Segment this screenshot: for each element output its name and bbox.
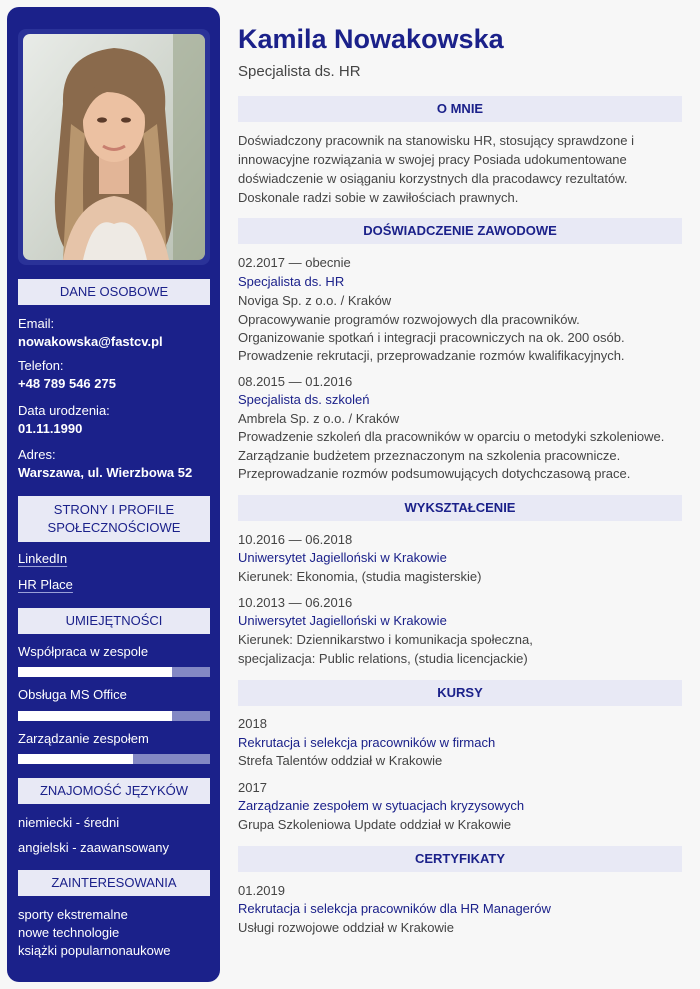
- experience-company: Noviga Sp. z o.o. / Kraków: [238, 293, 392, 308]
- experience-heading: DOŚWIADCZENIE ZAWODOWE: [238, 218, 682, 244]
- about-line: doświadczenie w osiąganiu korzystnych dla pracodawcy rezultatów.: [238, 171, 628, 186]
- profile-photo: [23, 34, 205, 260]
- certificate-org: Usługi rozwojowe oddział w Krakowie: [238, 920, 455, 935]
- about-line: Doskonale radzi sobie w zawiłościach prawnych.: [238, 190, 519, 205]
- skill-bar-fill: [18, 711, 172, 721]
- dob-label: Data urodzenia:: [18, 403, 110, 418]
- education-school: Uniwersytet Jagielloński w Krakowie: [238, 550, 447, 565]
- photo-frame: [18, 29, 210, 265]
- education-dates: 10.2016 — 06.2018: [238, 532, 353, 547]
- skill-label: Obsługa MS Office: [18, 687, 127, 702]
- sidebar: [7, 7, 220, 982]
- phone-value: +48 789 546 275: [18, 376, 116, 391]
- experience-role: Specjalista ds. szkoleń: [238, 392, 370, 407]
- skill-label: Współpraca w zespole: [18, 644, 149, 659]
- experience-line: Prowadzenie szkoleń dla pracowników w oparciu o metodyki szkoleniowe.: [238, 429, 665, 444]
- skill-bar-fill: [18, 754, 133, 764]
- experience-line: Prowadzenie rekrutacji, przeprowadzanie rozmów kwalifikacyjnych.: [238, 348, 625, 363]
- education-school: Uniwersytet Jagielloński w Krakowie: [238, 613, 447, 628]
- experience-role: Specjalista ds. HR: [238, 274, 345, 289]
- person-title: Specjalista ds. HR: [238, 63, 361, 80]
- course-year: 2018: [238, 716, 267, 731]
- linkedin-link[interactable]: LinkedIn: [18, 551, 68, 566]
- social-heading-line1: STRONY I PROFILE: [53, 502, 175, 517]
- interest-item: nowe technologie: [18, 925, 120, 940]
- hrplace-link[interactable]: HR Place: [18, 577, 73, 592]
- experience-dates: 08.2015 — 01.2016: [238, 374, 353, 389]
- interests-heading: ZAINTERESOWANIA: [18, 870, 210, 896]
- courses-heading: KURSY: [238, 680, 682, 706]
- education-line: Kierunek: Dziennikarstwo i komunikacja społeczna,: [238, 632, 533, 647]
- address-value: Warszawa, ul. Wierzbowa 52: [18, 465, 193, 480]
- experience-line: Opracowywanie programów rozwojowych dla pracowników.: [238, 312, 580, 327]
- interest-item: sporty ekstremalne: [18, 907, 128, 922]
- dob-value: 01.11.1990: [18, 421, 83, 436]
- interest-item: książki popularnonaukowe: [18, 943, 171, 958]
- course-name: Zarządzanie zespołem w sytuacjach kryzysowych: [238, 798, 525, 813]
- skill-bar-fill: [18, 667, 172, 677]
- about-line: Doświadczony pracownik na stanowisku HR, stosujący sprawdzone i: [238, 133, 634, 148]
- education-line: Kierunek: Ekonomia, (studia magisterskie): [238, 569, 482, 584]
- language-item: niemiecki - średni: [18, 815, 120, 830]
- course-org: Strefa Talentów oddział w Krakowie: [238, 753, 443, 768]
- experience-line: Organizowanie spotkań i integracji pracowniczych na ok. 200 osób.: [238, 330, 625, 345]
- personal-heading: DANE OSOBOWE: [18, 279, 210, 305]
- about-heading: O MNIE: [238, 96, 682, 122]
- person-name: Kamila Nowakowska: [238, 24, 504, 54]
- course-org: Grupa Szkoleniowa Update oddział w Krakowie: [238, 817, 512, 832]
- skill-bar: [18, 667, 210, 677]
- skill-bar: [18, 754, 210, 764]
- skills-heading: UMIEJĘTNOŚCI: [18, 608, 210, 634]
- phone-label: Telefon:: [18, 358, 64, 373]
- address-label: Adres:: [18, 447, 56, 462]
- experience-line: Przeprowadzanie rozmów podsumowujących dotychczasową prace.: [238, 466, 631, 481]
- email-value[interactable]: nowakowska@fastcv.pl: [18, 334, 163, 349]
- certificate-name: Rekrutacja i selekcja pracowników dla HR Managerów: [238, 901, 551, 916]
- education-heading: WYKSZTAŁCENIE: [238, 495, 682, 521]
- certificate-date: 01.2019: [238, 883, 285, 898]
- experience-line: Zarządzanie budżetem przeznaczonym na szkolenia pracownicze.: [238, 448, 621, 463]
- experience-dates: 02.2017 — obecnie: [238, 255, 351, 270]
- language-item: angielski - zaawansowany: [18, 840, 170, 855]
- about-line: innowacyjne rozwiązania w swojej pracy Posiada udokumentowane: [238, 152, 627, 167]
- course-year: 2017: [238, 780, 267, 795]
- languages-heading: ZNAJOMOŚĆ JĘZYKÓW: [18, 778, 210, 804]
- certificates-heading: CERTYFIKATY: [238, 846, 682, 872]
- experience-company: Ambrela Sp. z o.o. / Kraków: [238, 411, 400, 426]
- education-line: specjalizacja: Public relations, (studia licencjackie): [238, 651, 528, 666]
- skill-label: Zarządzanie zespołem: [18, 731, 149, 746]
- email-label: Email:: [18, 316, 55, 331]
- education-dates: 10.2013 — 06.2016: [238, 595, 353, 610]
- skill-bar: [18, 711, 210, 721]
- course-name: Rekrutacja i selekcja pracowników w firmach: [238, 735, 496, 750]
- social-heading-line2: SPOŁECZNOŚCIOWE: [47, 520, 181, 535]
- social-heading: [18, 496, 210, 542]
